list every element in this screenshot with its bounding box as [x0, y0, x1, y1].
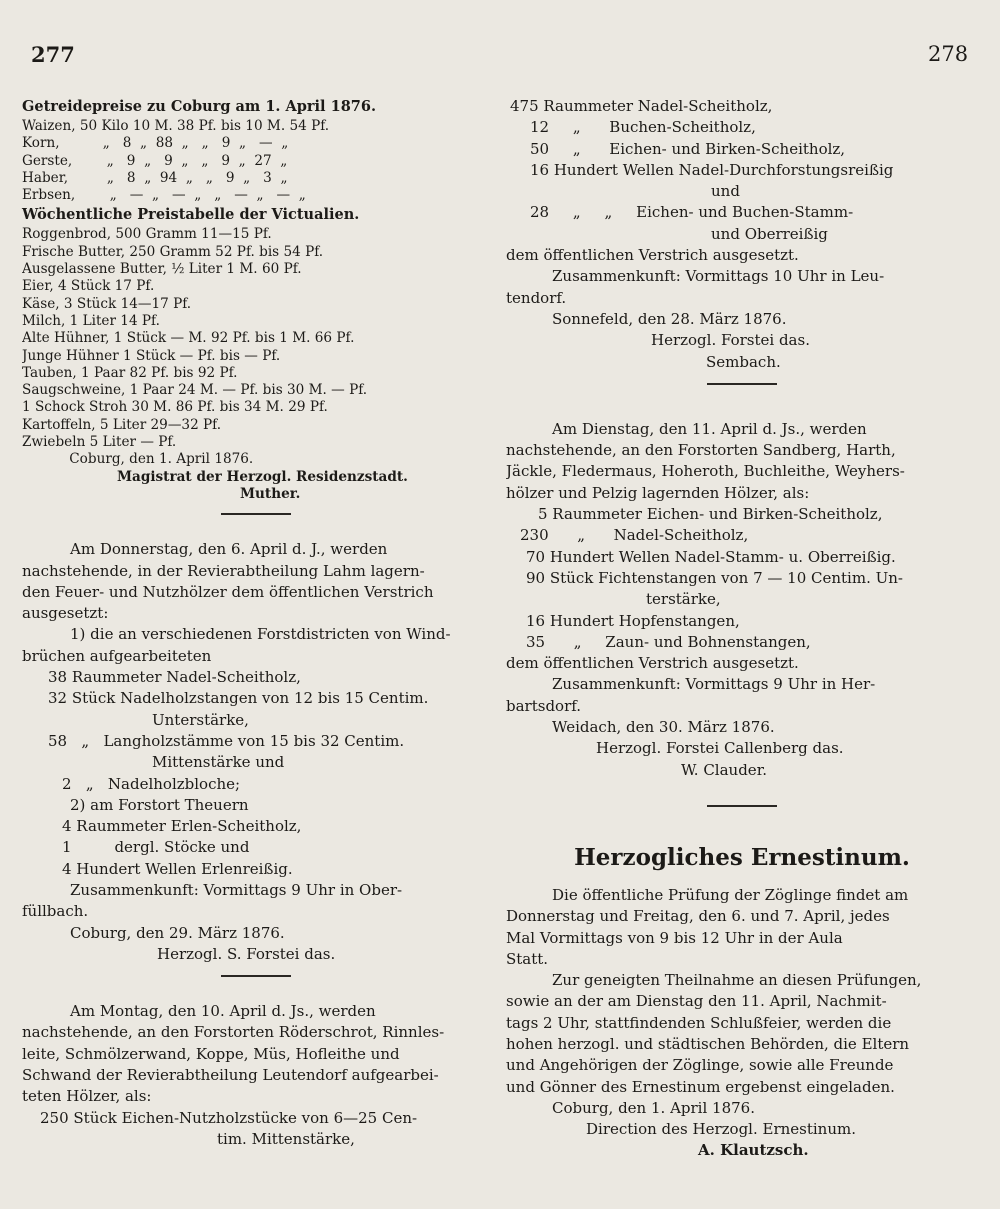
text-line: dem öffentlichen Verstrich ausgesetzt. [506, 654, 799, 673]
text-line: Am Dienstag, den 11. April d. Js., werden [552, 419, 867, 438]
text-line: ausgesetzt: [22, 604, 109, 623]
spacer [506, 781, 978, 805]
text-line: Zusammenkunft: Vormittags 9 Uhr in Her- [552, 675, 876, 694]
price-line: Saugschweine, 1 Paar 24 M. — Pf. bis 30 M. — Pf. [22, 382, 368, 399]
page-number-right: 278 [928, 42, 969, 66]
text-line: 5 Raummeter Eichen- und Birken-Scheitholz, [538, 505, 883, 524]
text-line: Donnerstag und Freitag, den 6. und 7. April, jedes [506, 907, 890, 926]
price-line: Milch, 1 Liter 14 Pf. [22, 312, 160, 329]
text-line: 250 Stück Eichen-Nutzholzstücke von 6—25 Cen- [40, 1108, 418, 1127]
section-heading: Getreidepreise zu Coburg am 1. April 1876. [22, 98, 377, 115]
text-line: und Angehörigen der Zöglinge, sowie alle Freunde [506, 1056, 894, 1075]
text-line: füllbach. [22, 902, 89, 921]
price-line: Zwiebeln 5 Liter — Pf. [22, 434, 177, 451]
text-line: hölzer und Pelzig lagernden Hölzer, als: [506, 483, 810, 502]
text-line: Herzogl. Forstei das. [651, 331, 810, 350]
spacer [22, 503, 490, 513]
text-line: 90 Stück Fichtenstangen von 7 — 10 Centim. Un- [526, 568, 903, 587]
text-line: 2) am Forstort Theuern [70, 795, 249, 814]
price-line: Ausgelassene Butter, ½ Liter 1 M. 60 Pf. [22, 261, 302, 278]
text-line: Weidach, den 30. März 1876. [552, 718, 775, 737]
text-line: Mal Vormittags von 9 bis 12 Uhr in der Aula [506, 928, 843, 947]
text-line: Herzogl. S. Forstei das. [157, 944, 336, 963]
text-line: 230 „ Nadel-Scheitholz, [520, 526, 749, 545]
text-line: Zur geneigten Theilnahme an diesen Prüfungen, [552, 971, 922, 990]
text-line: leite, Schmölzerwand, Koppe, Müs, Hofleithe und [22, 1044, 400, 1063]
price-line: Waizen, 50 Kilo 10 M. 38 Pf. bis 10 M. 54 Pf. [22, 118, 330, 134]
price-line: Junge Hühner 1 Stück — Pf. bis — Pf. [22, 347, 281, 364]
text-line: nachstehende, an den Forstorten Röderschrot, Rinnles- [22, 1023, 445, 1042]
text-line: 12 „ Buchen-Scheitholz, [530, 118, 756, 137]
text-line: 32 Stück Nadelholzstangen von 12 bis 15 Centim. [48, 689, 429, 708]
text-line: 2 „ Nadelholzbloche; [62, 774, 241, 793]
text-line: 70 Hundert Wellen Nadel-Stamm- u. Oberreißig. [526, 547, 896, 566]
spacer [506, 373, 978, 383]
spacer [22, 977, 490, 1001]
text-line: 4 Raummeter Erlen-Scheitholz, [62, 817, 302, 836]
text-line: Coburg, den 1. April 1876. [552, 1098, 755, 1117]
text-line: Herzogl. Forstei Callenberg das. [596, 739, 844, 758]
text-line: 50 „ Eichen- und Birken-Scheitholz, [530, 139, 846, 158]
price-line: 1 Schock Stroh 30 M. 86 Pf. bis 34 M. 29 Pf. [22, 399, 328, 416]
notice-title: Herzogliches Ernestinum. [574, 843, 910, 871]
text-line: tim. Mittenstärke, [217, 1129, 355, 1148]
spacer [506, 875, 978, 885]
text-line: 38 Raummeter Nadel-Scheitholz, [48, 668, 301, 687]
text-line: nachstehende, an den Forstorten Sandberg, Harth, [506, 441, 896, 460]
text-line: 1) die an verschiedenen Forstdistricten von Wind- [70, 625, 451, 644]
text-line: Jäckle, Fledermaus, Hoheroth, Buchleithe, Weyhers- [506, 462, 905, 481]
text-line: 1 dergl. Stöcke und [62, 838, 250, 857]
text-line: 35 „ Zaun- und Bohnenstangen, [526, 632, 811, 651]
right-column [506, 96, 978, 1162]
text-line: den Feuer- und Nutzhölzer dem öffentlichen Verstrich [22, 582, 434, 601]
text-line: Schwand der Revierabtheilung Leutendorf aufgearbei- [22, 1066, 439, 1085]
price-line: Roggenbrod, 500 Gramm 11—15 Pf. [22, 226, 272, 243]
price-line: Muther. [240, 485, 301, 502]
text-line: Sembach. [706, 352, 781, 371]
text-line: tags 2 Uhr, stattfindenden Schlußfeier, werden die [506, 1013, 892, 1032]
price-line: Coburg, den 1. April 1876. [52, 451, 254, 468]
text-line: 4 Hundert Wellen Erlenreißig. [62, 859, 293, 878]
text-line: Unterstärke, [152, 710, 249, 729]
text-line: nachstehende, in der Revierabtheilung Lahm lagern- [22, 561, 425, 580]
text-line: 58 „ Langholzstämme von 15 bis 32 Centim. [48, 731, 405, 750]
page-number-left: 277 [31, 42, 75, 67]
price-line: Alte Hühner, 1 Stück — M. 92 Pf. bis 1 M. 66 Pf. [22, 330, 355, 347]
text-line: Am Donnerstag, den 6. April d. J., werden [70, 540, 388, 559]
text-line: brüchen aufgearbeiteten [22, 646, 212, 665]
price-line: Magistrat der Herzogl. Residenzstadt. [117, 468, 408, 485]
text-line: Coburg, den 29. März 1876. [70, 923, 285, 942]
text-line: Am Montag, den 10. April d. Js., werden [70, 1002, 376, 1021]
text-line: 475 Raummeter Nadel-Scheitholz, [510, 97, 773, 115]
price-line: Korn, „ 8 „ 88 „ „ 9 „ — „ [22, 135, 289, 152]
text-line: Zusammenkunft: Vormittags 10 Uhr in Leu- [552, 267, 885, 286]
text-line: Die öffentliche Prüfung der Zöglinge findet am [552, 885, 909, 904]
price-line: Eier, 4 Stück 17 Pf. [22, 278, 155, 295]
text-line: tendorf. [506, 288, 567, 307]
text-line: Direction des Herzogl. Ernestinum. [586, 1120, 856, 1139]
price-line: Käse, 3 Stück 14—17 Pf. [22, 295, 192, 312]
text-line: hohen herzogl. und städtischen Behörden, die Eltern [506, 1034, 910, 1053]
text-line: Sonnefeld, den 28. März 1876. [552, 309, 787, 328]
spacer [22, 515, 490, 539]
text-line: W. Clauder. [681, 760, 767, 779]
left-column [22, 96, 490, 1150]
price-line: Frische Butter, 250 Gramm 52 Pf. bis 54 Pf. [22, 243, 324, 260]
price-line: Haber, „ 8 „ 94 „ „ 9 „ 3 „ [22, 169, 288, 186]
price-line: Gerste, „ 9 „ 9 „ „ 9 „ 27 „ [22, 152, 288, 169]
spacer [506, 385, 978, 419]
text-line: 16 Hundert Hopfenstangen, [526, 611, 740, 630]
spacer [506, 807, 978, 841]
text-line: und Gönner des Ernestinum ergebenst eingeladen. [506, 1077, 895, 1096]
text-line: 28 „ „ Eichen- und Buchen-Stamm- [530, 203, 854, 222]
text-line: terstärke, [646, 590, 721, 609]
text-line: bartsdorf. [506, 696, 582, 715]
text-line: Mittenstärke und [152, 753, 285, 772]
price-line: Erbsen, „ — „ — „ „ — „ — „ [22, 187, 306, 204]
text-line: und Oberreißig [711, 224, 828, 243]
text-line: und [711, 182, 740, 201]
text-line: teten Hölzer, als: [22, 1087, 152, 1106]
spacer [22, 965, 490, 975]
price-line: Kartoffeln, 5 Liter 29—32 Pf. [22, 416, 222, 433]
price-line: Tauben, 1 Paar 82 Pf. bis 92 Pf. [22, 364, 238, 381]
section-heading: Wöchentliche Preistabelle der Victualien. [22, 206, 360, 224]
text-line: Statt. [506, 949, 549, 968]
text-line: A. Klautzsch. [698, 1141, 809, 1160]
text-line: Zusammenkunft: Vormittags 9 Uhr in Ober- [70, 880, 403, 899]
text-line: 16 Hundert Wellen Nadel-Durchforstungsreißig [530, 160, 894, 179]
text-line: sowie an der am Dienstag den 11. April, Nachmit- [506, 992, 887, 1011]
text-line: dem öffentlichen Verstrich ausgesetzt. [506, 246, 799, 265]
